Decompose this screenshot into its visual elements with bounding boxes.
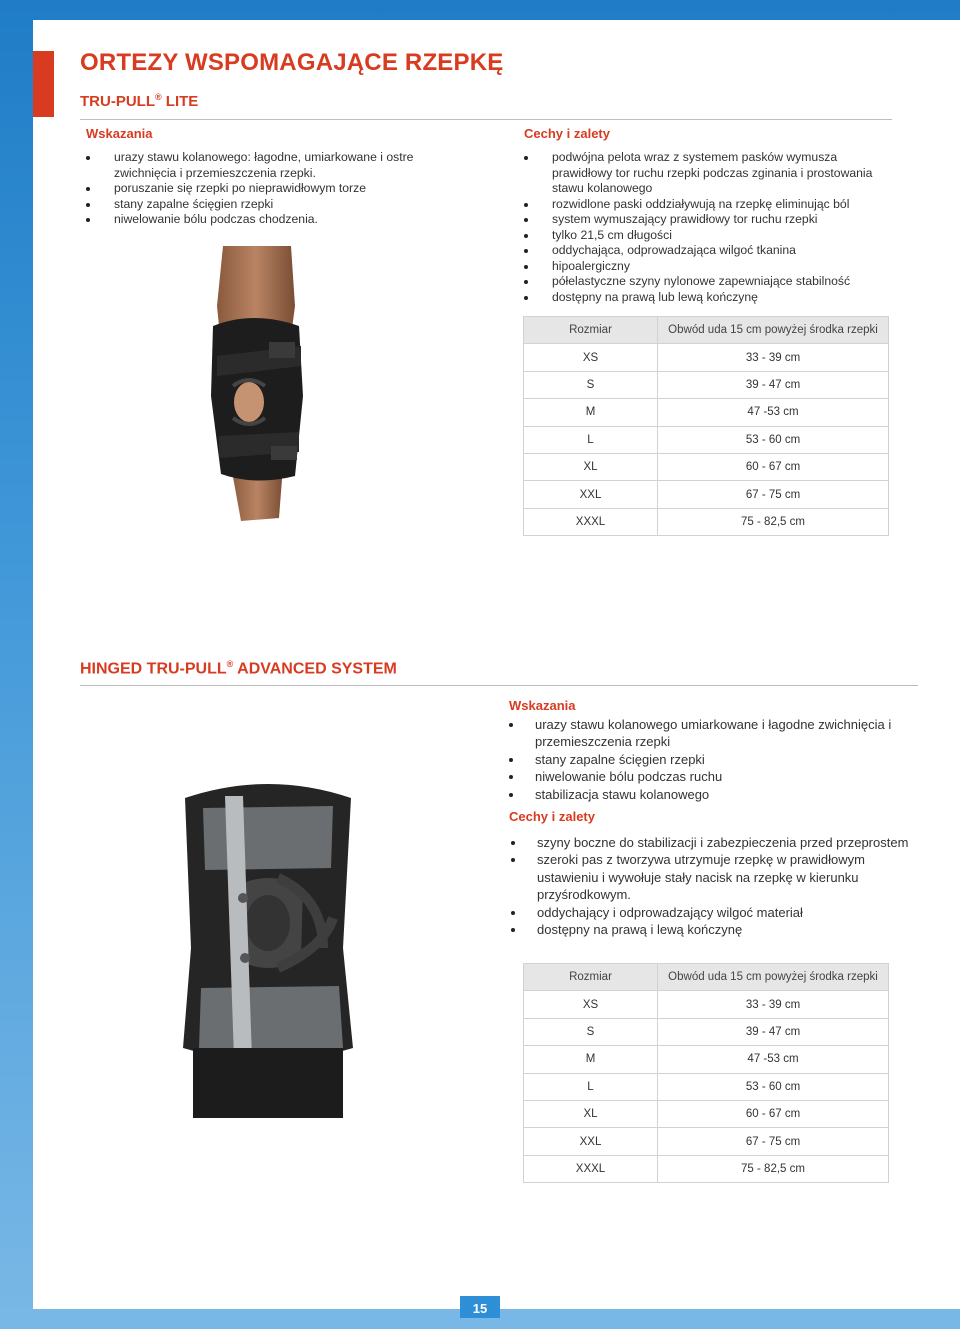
table-row — [524, 1073, 889, 1100]
thigh-circumference-column-header: Obwód uda 15 cm powyżej środka rzepki — [658, 964, 889, 991]
indication-item: niwelowanie bólu podczas ruchu — [507, 768, 917, 785]
indication-item: poruszanie się rzepki po nieprawidłowym torze — [84, 181, 469, 197]
size-column-header: Rozmiar — [524, 964, 658, 991]
product2-title: HINGED TRU-PULL® ADVANCED SYSTEM — [80, 659, 397, 678]
product1-features-heading: Cechy i zalety — [524, 126, 610, 141]
table-row — [524, 371, 889, 398]
catalog-page — [33, 20, 960, 1316]
feature-item: półelastyczne szyny nylonowe zapewniające stabilność — [522, 274, 897, 290]
knee-brace-lite-image — [203, 246, 313, 526]
feature-item: dostępny na prawą i lewą kończynę — [509, 921, 909, 938]
indication-item: stany zapalne ścięgien rzepki — [84, 197, 469, 213]
feature-item: system wymuszający prawidłowy tor ruchu rzepki — [522, 212, 897, 228]
circumference-cell: 75 - 82,5 cm — [658, 1155, 889, 1182]
table-row — [524, 1100, 889, 1127]
table-row — [524, 1018, 889, 1045]
feature-item: szeroki pas z tworzywa utrzymuje rzepkę w prawidłowym ustawieniu i wywołuje stały nacisk na rzepkę w kierunku przyśrodkowym. — [509, 851, 909, 903]
table-row — [524, 1046, 889, 1073]
size-cell: XXXL — [524, 1155, 658, 1182]
hinged-knee-brace-image — [173, 748, 363, 1143]
product1-title: TRU-PULL® LITE — [80, 92, 199, 110]
indication-item: urazy stawu kolanowego: łagodne, umiarkowane i ostre zwichnięcia i przemieszczenia rzepki. — [84, 150, 469, 181]
size-cell: S — [524, 371, 658, 398]
feature-item: szyny boczne do stabilizacji i zabezpieczenia przed przeprostem — [509, 834, 909, 851]
indication-item: stabilizacja stawu kolanowego — [507, 786, 917, 803]
size-cell: XL — [524, 1100, 658, 1127]
table-row — [524, 344, 889, 371]
circumference-cell: 75 - 82,5 cm — [658, 508, 889, 535]
table-row — [524, 991, 889, 1018]
circumference-cell: 47 -53 cm — [658, 1046, 889, 1073]
table-row — [524, 453, 889, 480]
size-cell: XXL — [524, 481, 658, 508]
table-row — [524, 1128, 889, 1155]
product2-indications-list — [507, 716, 917, 803]
size-cell: XS — [524, 991, 658, 1018]
table-row — [524, 508, 889, 535]
divider — [80, 119, 892, 120]
indication-item: stany zapalne ścięgien rzepki — [507, 751, 917, 768]
table-row — [524, 481, 889, 508]
size-cell: XXXL — [524, 508, 658, 535]
thigh-circumference-column-header: Obwód uda 15 cm powyżej środka rzepki — [658, 317, 889, 344]
red-accent-tab — [33, 51, 54, 117]
product1-indications-list — [84, 150, 469, 228]
feature-item: hipoalergiczny — [522, 259, 897, 275]
table-row — [524, 426, 889, 453]
table-row — [524, 1155, 889, 1182]
circumference-cell: 47 -53 cm — [658, 399, 889, 426]
product2-size-table — [523, 963, 889, 1183]
circumference-cell: 39 - 47 cm — [658, 371, 889, 398]
circumference-cell: 53 - 60 cm — [658, 426, 889, 453]
circumference-cell: 67 - 75 cm — [658, 481, 889, 508]
circumference-cell: 39 - 47 cm — [658, 1018, 889, 1045]
product1-features-list — [522, 150, 897, 305]
circumference-cell: 60 - 67 cm — [658, 453, 889, 480]
size-cell: XL — [524, 453, 658, 480]
feature-item: oddychająca, odprowadzająca wilgoć tkanina — [522, 243, 897, 259]
size-cell: L — [524, 1073, 658, 1100]
size-cell: XS — [524, 344, 658, 371]
feature-item: dostępny na prawą lub lewą kończynę — [522, 290, 897, 306]
circumference-cell: 33 - 39 cm — [658, 991, 889, 1018]
product2-features-list — [509, 834, 909, 938]
page-title: ORTEZY WSPOMAGAJĄCE RZEPKĘ — [80, 49, 504, 76]
feature-item: tylko 21,5 cm długości — [522, 228, 897, 244]
table-row — [524, 399, 889, 426]
size-cell: M — [524, 1046, 658, 1073]
size-cell: M — [524, 399, 658, 426]
feature-item: oddychający i odprowadzający wilgoć materiał — [509, 904, 909, 921]
page-number: 15 — [460, 1296, 500, 1318]
product2-indications-heading: Wskazania — [509, 698, 576, 713]
divider — [80, 685, 918, 686]
size-cell: L — [524, 426, 658, 453]
circumference-cell: 60 - 67 cm — [658, 1100, 889, 1127]
circumference-cell: 53 - 60 cm — [658, 1073, 889, 1100]
indication-item: niwelowanie bólu podczas chodzenia. — [84, 212, 469, 228]
circumference-cell: 67 - 75 cm — [658, 1128, 889, 1155]
indication-item: urazy stawu kolanowego umiarkowane i łagodne zwichnięcia i przemieszczenia rzepki — [507, 716, 917, 751]
product1-indications-heading: Wskazania — [86, 126, 153, 141]
size-cell: S — [524, 1018, 658, 1045]
feature-item: rozwidlone paski oddziaływują na rzepkę eliminując ból — [522, 197, 897, 213]
circumference-cell: 33 - 39 cm — [658, 344, 889, 371]
size-column-header: Rozmiar — [524, 317, 658, 344]
product2-features-heading: Cechy i zalety — [509, 809, 595, 824]
size-cell: XXL — [524, 1128, 658, 1155]
product1-size-table — [523, 316, 889, 536]
feature-item: podwójna pelota wraz z systemem pasków wymusza prawidłowy tor ruchu rzepki podczas zginania i prostowania stawu kolanowego — [522, 150, 897, 197]
